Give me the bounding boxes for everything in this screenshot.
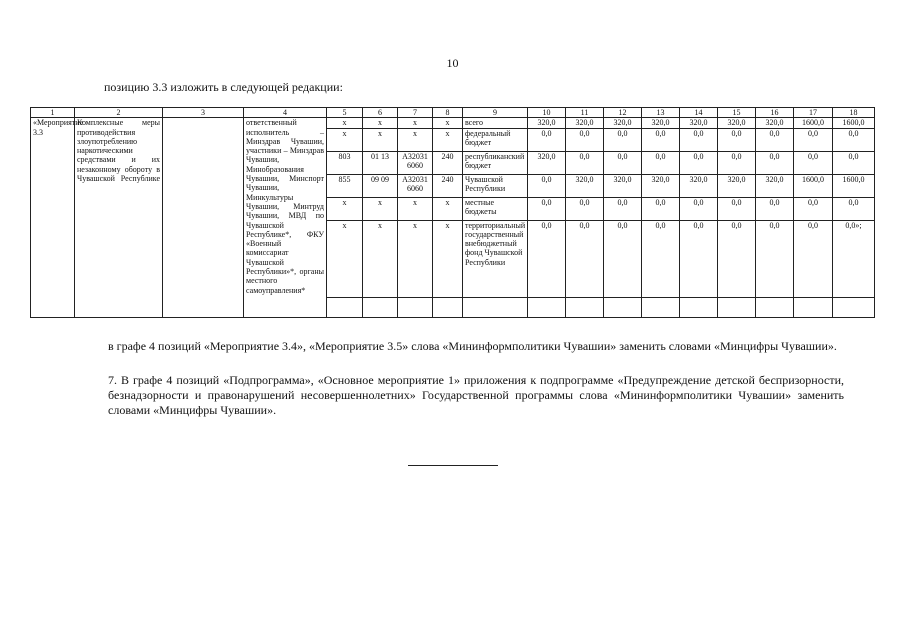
value-cell: 320,0 bbox=[528, 151, 566, 174]
value-cell bbox=[642, 297, 680, 317]
executors-cell: ответственный исполнитель – Минздрав Чувашии, участники – Минздрав Чувашии, Минобразования Чувашии, Минспорт Чувашии, Минкультуры Чувашии, Минтруд Чувашии, МВД по Чувашской Республике*, ФКУ «Военный комиссариат Чувашской Республики»*, органы местного самоуправления* bbox=[244, 118, 327, 317]
value-cell: 320,0 bbox=[528, 118, 566, 128]
value-cell: 0,0 bbox=[680, 197, 718, 220]
code-cell: х bbox=[433, 197, 463, 220]
code-cell: х bbox=[327, 118, 363, 128]
value-cell: 320,0 bbox=[718, 118, 756, 128]
funding-source bbox=[463, 297, 528, 317]
value-cell: 320,0 bbox=[566, 118, 604, 128]
page-number: 10 bbox=[446, 56, 459, 70]
table-header-row bbox=[31, 108, 875, 118]
value-cell bbox=[794, 297, 833, 317]
value-cell: 0,0 bbox=[833, 128, 875, 151]
code-cell: х bbox=[363, 128, 398, 151]
column-number: 10 bbox=[528, 108, 566, 118]
code-cell bbox=[363, 297, 398, 317]
column-number: 5 bbox=[327, 108, 363, 118]
code-cell bbox=[327, 297, 363, 317]
column-number: 3 bbox=[163, 108, 244, 118]
value-cell: 0,0 bbox=[566, 128, 604, 151]
value-cell: 0,0 bbox=[528, 220, 566, 297]
code-cell bbox=[433, 297, 463, 317]
code-cell: х bbox=[398, 118, 433, 128]
value-cell: 320,0 bbox=[566, 174, 604, 197]
funding-source: территориальный государственный внебюджетный фонд Чувашской Республики bbox=[463, 220, 528, 297]
value-cell: 320,0 bbox=[718, 174, 756, 197]
code-cell: х bbox=[398, 220, 433, 297]
value-cell: 0,0 bbox=[794, 220, 833, 297]
value-cell: 0,0 bbox=[718, 197, 756, 220]
value-cell: 1600,0 bbox=[794, 174, 833, 197]
column-number: 17 bbox=[794, 108, 833, 118]
value-cell bbox=[833, 297, 875, 317]
value-cell: 0,0 bbox=[642, 151, 680, 174]
value-cell bbox=[680, 297, 718, 317]
value-cell: 0,0 bbox=[794, 151, 833, 174]
code-cell: 803 bbox=[327, 151, 363, 174]
column-number: 6 bbox=[363, 108, 398, 118]
funding-source: всего bbox=[463, 118, 528, 128]
code-cell: х bbox=[363, 197, 398, 220]
value-cell: 0,0 bbox=[528, 197, 566, 220]
column-number: 4 bbox=[244, 108, 327, 118]
code-cell: х bbox=[327, 220, 363, 297]
value-cell: 1600,0 bbox=[833, 174, 875, 197]
value-cell: 0,0 bbox=[756, 128, 794, 151]
value-cell: 320,0 bbox=[680, 174, 718, 197]
code-cell: х bbox=[363, 220, 398, 297]
column-number: 14 bbox=[680, 108, 718, 118]
code-cell: х bbox=[433, 220, 463, 297]
column-number: 12 bbox=[604, 108, 642, 118]
code-cell: 01 13 bbox=[363, 151, 398, 174]
value-cell: 0,0 bbox=[833, 197, 875, 220]
value-cell: 0,0 bbox=[566, 151, 604, 174]
column-number: 7 bbox=[398, 108, 433, 118]
value-cell: 0,0 bbox=[756, 220, 794, 297]
end-rule bbox=[408, 465, 498, 466]
value-cell: 0,0 bbox=[566, 197, 604, 220]
code-cell: А32031 6060 bbox=[398, 174, 433, 197]
value-cell bbox=[756, 297, 794, 317]
intro-text: позицию 3.3 изложить в следующей редакции: bbox=[104, 80, 343, 94]
value-cell: 320,0 bbox=[604, 174, 642, 197]
code-cell: х bbox=[398, 197, 433, 220]
funding-source: республиканский бюджет bbox=[463, 151, 528, 174]
column-number: 18 bbox=[833, 108, 875, 118]
code-cell: х bbox=[363, 118, 398, 128]
funding-source: федеральный бюджет bbox=[463, 128, 528, 151]
value-cell: 0,0 bbox=[756, 151, 794, 174]
funding-source: местные бюджеты bbox=[463, 197, 528, 220]
value-cell: 320,0 bbox=[604, 118, 642, 128]
value-cell: 320,0 bbox=[642, 118, 680, 128]
value-cell: 1600,0 bbox=[794, 118, 833, 128]
value-cell: 0,0 bbox=[718, 128, 756, 151]
budget-table bbox=[30, 107, 875, 318]
value-cell: 0,0 bbox=[833, 151, 875, 174]
column-number: 15 bbox=[718, 108, 756, 118]
value-cell bbox=[528, 297, 566, 317]
code-cell: х bbox=[327, 128, 363, 151]
code-cell: 240 bbox=[433, 174, 463, 197]
value-cell: 0,0 bbox=[680, 220, 718, 297]
value-cell: 0,0 bbox=[642, 220, 680, 297]
column-number: 8 bbox=[433, 108, 463, 118]
value-cell: 0,0 bbox=[528, 174, 566, 197]
value-cell bbox=[718, 297, 756, 317]
value-cell bbox=[604, 297, 642, 317]
value-cell: 0,0 bbox=[528, 128, 566, 151]
code-cell: х bbox=[433, 128, 463, 151]
value-cell: 0,0 bbox=[718, 220, 756, 297]
code-cell: 09 09 bbox=[363, 174, 398, 197]
value-cell: 0,0 bbox=[794, 128, 833, 151]
value-cell: 320,0 bbox=[642, 174, 680, 197]
code-cell: х bbox=[433, 118, 463, 128]
paragraph-replacement-1: в графе 4 позиций «Мероприятие 3.4», «Мероприятие 3.5» слова «Мининформполитики Чувашии» заменить словами «Минцифры Чувашии». bbox=[108, 339, 837, 353]
value-cell: 320,0 bbox=[680, 118, 718, 128]
funding-source: Чувашской Республики bbox=[463, 174, 528, 197]
value-cell: 0,0 bbox=[642, 128, 680, 151]
value-cell: 0,0 bbox=[718, 151, 756, 174]
value-cell: 1600,0 bbox=[833, 118, 875, 128]
column-number: 11 bbox=[566, 108, 604, 118]
code-cell: х bbox=[327, 197, 363, 220]
code-cell: А32031 6060 bbox=[398, 151, 433, 174]
value-cell: 0,0 bbox=[604, 128, 642, 151]
column-number: 2 bbox=[75, 108, 163, 118]
value-cell bbox=[566, 297, 604, 317]
paragraph-replacement-7: 7. В графе 4 позиций «Подпрограмма», «Основное мероприятие 1» приложения к подпрограмме «Предупреждение детской беспризорности, безнадзорности и правонарушений несовершеннолетних» Государственной программы слова «Мининформполитики Чувашии» заменить словами «Минцифры Чувашии». bbox=[108, 373, 844, 418]
value-cell: 0,0 bbox=[642, 197, 680, 220]
value-cell: 0,0 bbox=[794, 197, 833, 220]
value-cell: 0,0 bbox=[680, 128, 718, 151]
value-cell: 0,0 bbox=[680, 151, 718, 174]
measure-name: «Мероприятие 3.3 bbox=[31, 118, 75, 317]
column-number: 16 bbox=[756, 108, 794, 118]
table-row bbox=[31, 118, 875, 128]
measure-description: Комплексные меры противодействия злоупотреблению наркотическими средствами и их незаконному обороту в Чувашской Республике bbox=[75, 118, 163, 317]
value-cell: 0,0 bbox=[756, 197, 794, 220]
value-cell: 0,0 bbox=[604, 151, 642, 174]
value-cell: 0,0 bbox=[604, 197, 642, 220]
empty-cell bbox=[163, 118, 244, 317]
column-number: 9 bbox=[463, 108, 528, 118]
code-cell bbox=[398, 297, 433, 317]
code-cell: 240 bbox=[433, 151, 463, 174]
value-cell: 0,0 bbox=[604, 220, 642, 297]
column-number: 1 bbox=[31, 108, 75, 118]
code-cell: х bbox=[398, 128, 433, 151]
value-cell: 320,0 bbox=[756, 174, 794, 197]
value-cell: 320,0 bbox=[756, 118, 794, 128]
code-cell: 855 bbox=[327, 174, 363, 197]
value-cell: 0,0 bbox=[566, 220, 604, 297]
column-number: 13 bbox=[642, 108, 680, 118]
value-cell: 0,0»; bbox=[833, 220, 875, 297]
